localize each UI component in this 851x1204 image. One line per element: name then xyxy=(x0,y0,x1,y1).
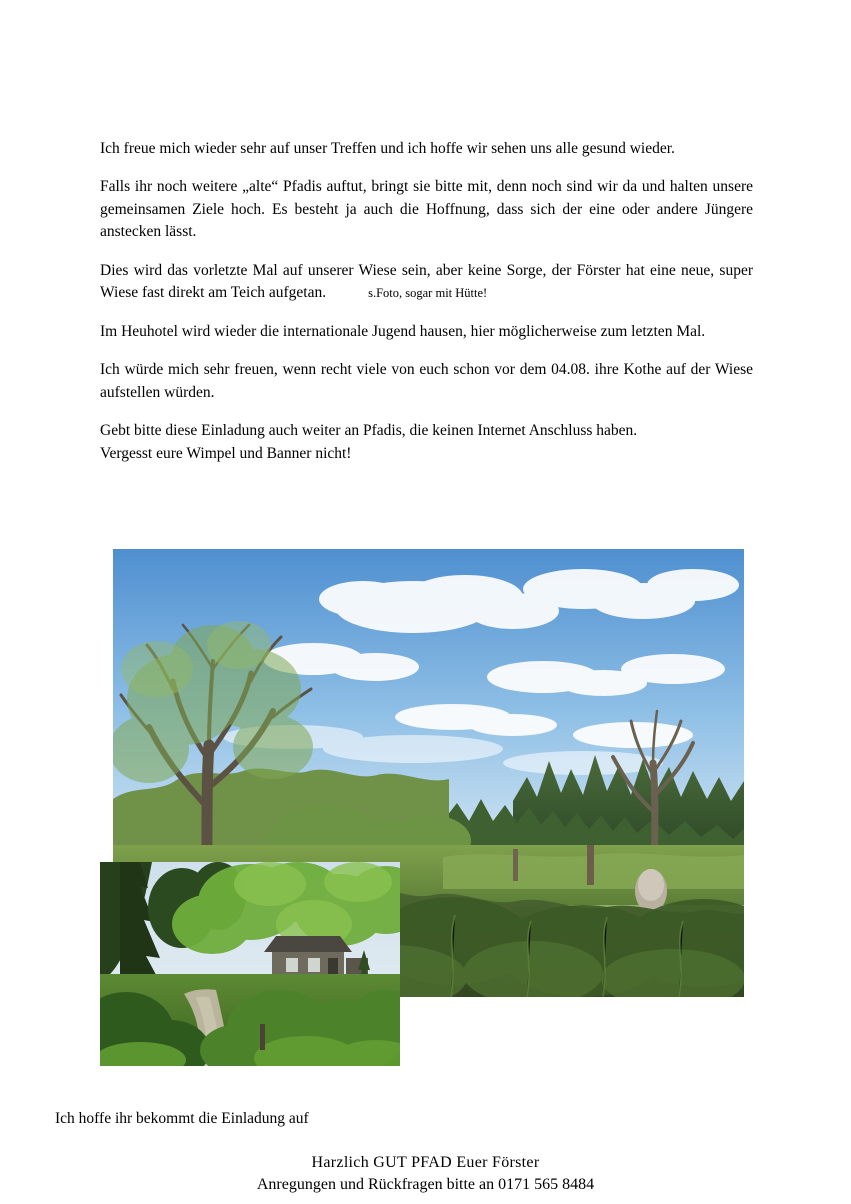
signoff-line-1: Harzlich GUT PFAD Euer Förster xyxy=(311,1154,540,1171)
inset-photo xyxy=(100,862,400,1066)
paragraph-1: Ich freue mich wieder sehr auf unser Treffen und ich hoffe wir sehen uns alle gesund wieder. xyxy=(100,140,675,157)
paragraph-6-line-1: Gebt bitte diese Einladung auch weiter an Pfadis, die keinen Internet Anschluss haben. xyxy=(100,422,638,440)
paragraph-6-line-2: Vergesst eure Wimpel und Banner nicht! xyxy=(100,444,352,462)
photo-note: s.Foto, sogar mit Hütte! xyxy=(368,286,488,301)
paragraph-4: Im Heuhotel wird wieder die internationale Jugend hausen, hier möglicherweise zum letzten Mal. xyxy=(100,322,706,340)
paragraph-3 xyxy=(100,260,753,305)
signoff-block xyxy=(0,1152,851,1195)
paragraph-6 xyxy=(100,420,753,465)
paragraph-2: Falls ihr noch weitere „alte“ Pfadis auftut, bringt sie bitte mit, denn noch sind wir da und halten unsere gemeinsamen Ziele hoch. Es besteht ja auch die Hoffnung, dass sich der eine oder andere Jüngere anstecken lässt. xyxy=(100,178,753,241)
paragraph-5: Ich würde mich sehr freuen, wenn recht viele von euch schon vor dem 04.08. ihre Kothe auf der Wiese aufstellen würden. xyxy=(100,361,753,401)
signoff-line-2: Anregungen und Rückfragen bitte an 0171 565 8484 xyxy=(256,1175,595,1193)
paragraph-3-text: Dies wird das vorletzte Mal auf unserer Wiese sein, aber keine Sorge, der Förster hat eine neue, super Wiese fast direkt am Teich aufgetan. xyxy=(100,261,753,302)
document-body xyxy=(100,138,753,481)
closing-line: Ich hoffe ihr bekommt die Einladung auf xyxy=(55,1110,309,1127)
